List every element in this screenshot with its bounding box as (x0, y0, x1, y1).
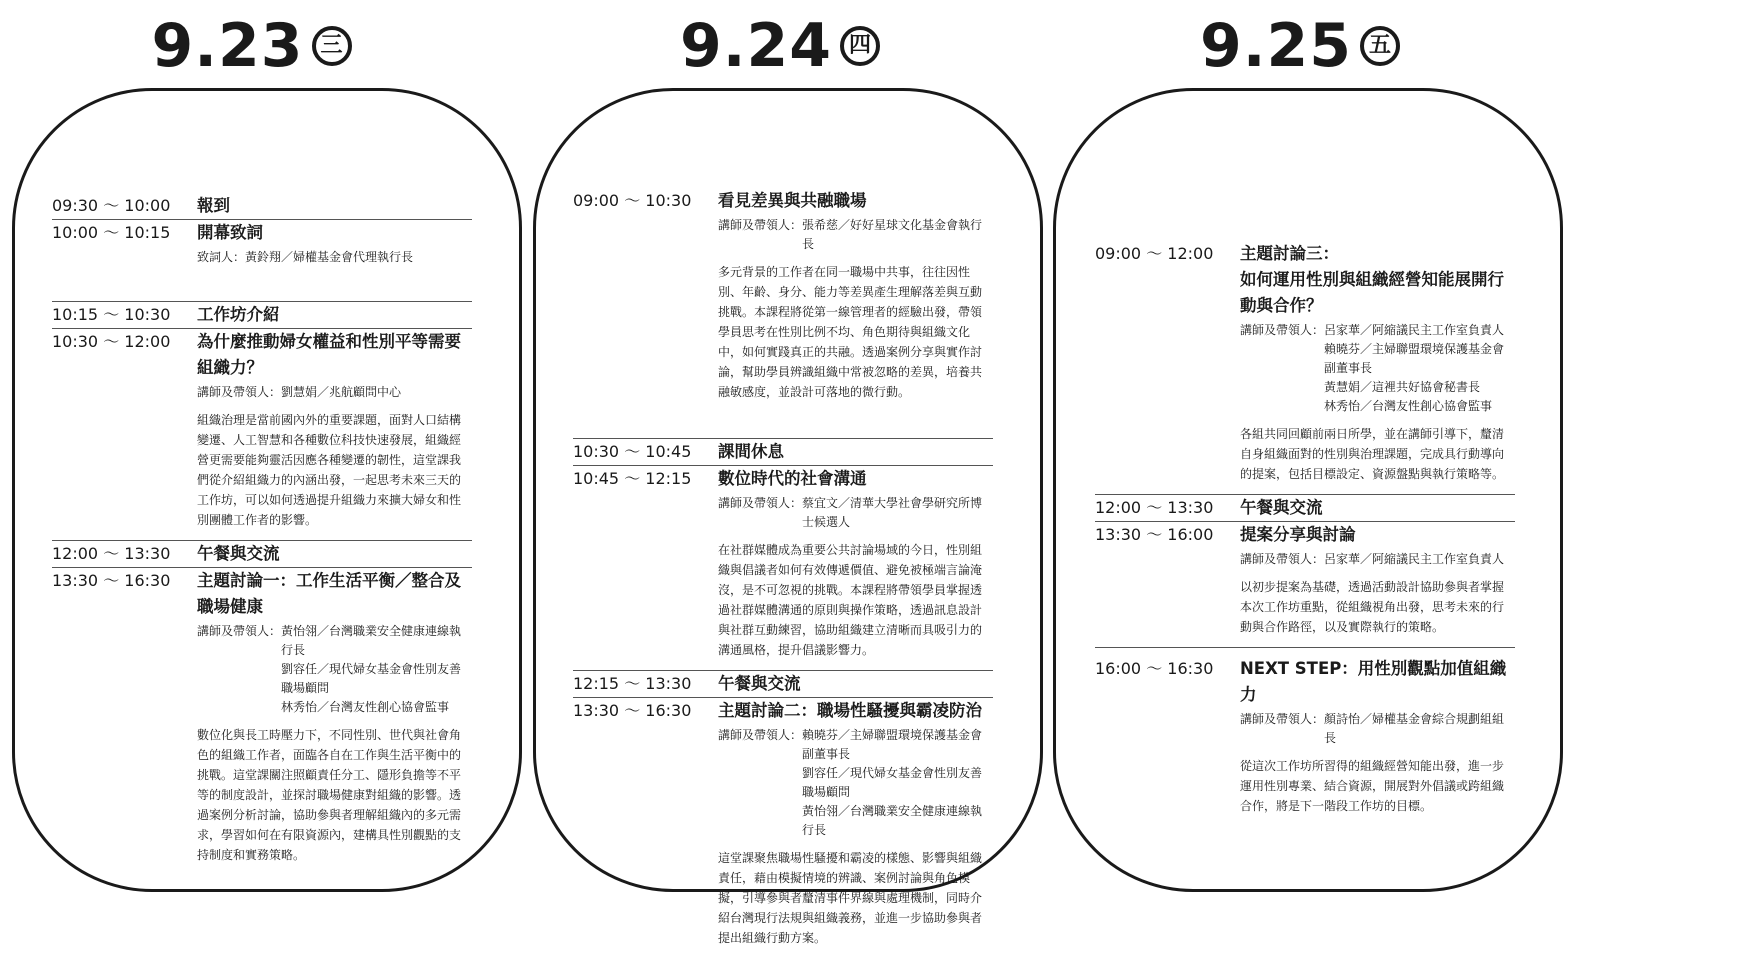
session-title: 為什麼推動婦女權益和性別平等需要組織力？ (197, 332, 461, 377)
day-header (1035, 10, 1565, 82)
speaker-name: 林秀怡／台灣友性創心協會監事 (1324, 399, 1493, 413)
speaker-name: 劉慧娟／兆航顧問中心 (281, 385, 402, 399)
session-time: 13:30 ～ 16:30 (52, 571, 171, 590)
session-description: 在社群媒體成為重要公共討論場域的今日，性別組織與倡議者如何有效傳遞價值、避免被極端言論淹沒，是不可忽視的挑戰。本課程將帶領學員掌握透過社群媒體溝通的原則與操作策略，透過訊息設計與社群互動練習，協助組織建立清晰而具吸引力的溝通風格，提升倡議影響力。 (718, 543, 983, 657)
session-row (573, 466, 993, 671)
speaker-name: 黃怡翎／台灣職業安全健康連線執行長 (281, 624, 462, 657)
day-header (0, 10, 525, 82)
session-title: 課間休息 (718, 442, 784, 461)
session-time: 10:00 ～ 10:15 (52, 223, 171, 242)
session-title: 工作坊介紹 (197, 305, 280, 324)
session-time: 10:45 ～ 12:15 (573, 469, 692, 488)
schedule-list (573, 188, 993, 958)
speaker-label: 講師及帶領人： (718, 218, 803, 232)
weekday-badge: 三 (312, 26, 352, 66)
session-row (52, 329, 472, 541)
session-title: 午餐與交流 (1240, 498, 1323, 517)
speaker-name: 呂家華／阿縮議民主工作室負責人 (1324, 552, 1505, 566)
session-time: 12:00 ～ 13:30 (1095, 498, 1214, 517)
session-time: 09:00 ～ 12:00 (1095, 244, 1214, 263)
schedule-list (1095, 241, 1515, 826)
session-row (52, 541, 472, 568)
session-time: 09:00 ～ 10:30 (573, 191, 692, 210)
day-date: 9.23 (151, 11, 304, 81)
session-row (1095, 648, 1515, 816)
speaker-name: 黃慧娟／這裡共好協會秘書長 (1324, 380, 1481, 394)
day-column-1 (0, 0, 525, 906)
session-title: 提案分享與討論 (1240, 525, 1356, 544)
speaker-label: 講師及帶領人： (1240, 323, 1325, 337)
speaker-label: 致詞人： (197, 250, 246, 264)
speaker-label: 講師及帶領人： (197, 624, 282, 638)
weekday-badge: 四 (840, 26, 880, 66)
session-time: 10:15 ～ 10:30 (52, 305, 171, 324)
session-description: 這堂課聚焦職場性騷擾和霸凌的樣態、影響與組織責任，藉由模擬情境的辨識、案例討論與角色模擬，引導參與者釐清事件界線與處理機制，同時介紹台灣現行法規與組織義務，並進一步協助參與者提出組織行動方案。 (718, 851, 983, 945)
speaker-label: 講師及帶領人： (718, 728, 803, 742)
speaker-name: 黃怡翎／台灣職業安全健康連線執行長 (802, 804, 983, 837)
session-time: 10:30 ～ 10:45 (573, 442, 692, 461)
speaker-name: 蔡宜文／清華大學社會學研究所博士候選人 (802, 496, 983, 529)
session-row (52, 568, 472, 865)
session-time: 13:30 ～ 16:30 (573, 701, 692, 720)
speaker-name: 林秀怡／台灣友性創心協會監事 (281, 700, 450, 714)
speaker-name: 顏詩怡／婦權基金會綜合規劃組組長 (1324, 712, 1505, 745)
day-header (515, 10, 1045, 82)
speaker-name: 黃鈴翔／婦權基金會代理執行長 (245, 250, 414, 264)
session-description: 多元背景的工作者在同一職場中共事，往往因性別、年齡、身分、能力等差異產生理解落差與互動挑戰。本課程將從第一線管理者的經驗出發，帶領學員思考在性別比例不均、角色期待與組織文化中，如何實踐真正的共融。透過案例分享與實作討論，幫助學員辨識組織中常被忽略的差異，培養共融敏感度，並設計可落地的微行動。 (718, 265, 983, 399)
speaker-label: 講師及帶領人： (197, 385, 282, 399)
session-row (573, 698, 993, 948)
session-row (573, 671, 993, 698)
speaker-name: 劉容任／現代婦女基金會性別友善職場顧問 (802, 766, 983, 799)
weekday-badge: 五 (1360, 26, 1400, 66)
day-column-3 (1045, 0, 1565, 906)
session-row (1095, 522, 1515, 648)
session-subtitle: 如何運用性別與組織經營知能展開行動與合作？ (1240, 270, 1504, 315)
session-row (1095, 495, 1515, 522)
day-date: 9.25 (1199, 11, 1353, 81)
session-row (52, 302, 472, 329)
speaker-name: 賴曉芬／主婦聯盟環境保護基金會副董事長 (802, 728, 983, 761)
session-time: 16:00 ～ 16:30 (1095, 659, 1214, 678)
session-description: 以初步提案為基礎，透過活動設計協助參與者掌握本次工作坊重點，從組織視角出發，思考未來的行動與合作路徑，以及實際執行的策略。 (1240, 580, 1505, 634)
session-title: 報到 (197, 196, 230, 215)
speaker-name: 賴曉芬／主婦聯盟環境保護基金會副董事長 (1324, 342, 1505, 375)
session-description: 組織治理是當前國內外的重要課題，面對人口結構變遷、人工智慧和各種數位科技快速發展，組織經營更需要能夠靈活因應各種變遷的韌性，這堂課我們從介紹組織力的內涵出發，一起思考未來三天的工作坊，可以如何透過提升組織力來擴大婦女和性別團體工作者的影響。 (197, 413, 462, 527)
session-title: 午餐與交流 (197, 544, 280, 563)
session-row (52, 193, 472, 220)
session-title: 開幕致詞 (197, 223, 263, 242)
session-title: 主題討論一：工作生活平衡／整合及職場健康 (197, 571, 461, 616)
session-time: 12:15 ～ 13:30 (573, 674, 692, 693)
session-time: 10:30 ～ 12:00 (52, 332, 171, 351)
session-title: 主題討論三： (1240, 244, 1339, 263)
session-title: 看見差異與共融職場 (718, 191, 867, 210)
speaker-label: 講師及帶領人： (1240, 712, 1325, 726)
session-description: 各組共同回顧前兩日所學，並在講師引導下，釐清自身組織面對的性別與治理課題，完成具行動導向的提案，包括目標設定、資源盤點與執行策略等。 (1240, 427, 1505, 481)
session-title: NEXT STEP：用性別觀點加值組織力 (1240, 659, 1507, 704)
session-description: 數位化與長工時壓力下，不同性別、世代與社會角色的組織工作者，面臨各自在工作與生活平衡中的挑戰。這堂課關注照顧責任分工、隱形負擔等不平等的制度設計，並探討職場健康對組織的影響。透過案例分析討論，協助參與者理解組織內的多元需求，學習如何在有限資源內，建構具性別觀點的支持制度和實務策略。 (197, 728, 462, 862)
day-column-2 (525, 0, 1045, 945)
speaker-label: 講師及帶領人： (1240, 552, 1325, 566)
schedule-list (52, 193, 472, 875)
speaker-name: 呂家華／阿縮議民主工作室負責人 (1324, 323, 1505, 337)
session-description: 從這次工作坊所習得的組織經營知能出發，進一步運用性別專業、結合資源，開展對外倡議或跨組織合作，將是下一階段工作坊的目標。 (1240, 759, 1505, 813)
session-row (573, 188, 993, 439)
session-time: 09:30 ～ 10:00 (52, 196, 171, 215)
session-title: 午餐與交流 (718, 674, 801, 693)
session-title: 主題討論二：職場性騷擾與霸凌防治 (718, 701, 982, 720)
session-time: 13:30 ～ 16:00 (1095, 525, 1214, 544)
speaker-name: 張希慈／好好星球文化基金會執行長 (802, 218, 983, 251)
session-row (573, 439, 993, 466)
speaker-name: 劉容任／現代婦女基金會性別友善職場顧問 (281, 662, 462, 695)
day-date: 9.24 (679, 11, 833, 81)
session-time: 12:00 ～ 13:30 (52, 544, 171, 563)
session-row (52, 220, 472, 302)
session-title: 數位時代的社會溝通 (718, 469, 867, 488)
speaker-label: 講師及帶領人： (718, 496, 803, 510)
session-row (1095, 241, 1515, 495)
